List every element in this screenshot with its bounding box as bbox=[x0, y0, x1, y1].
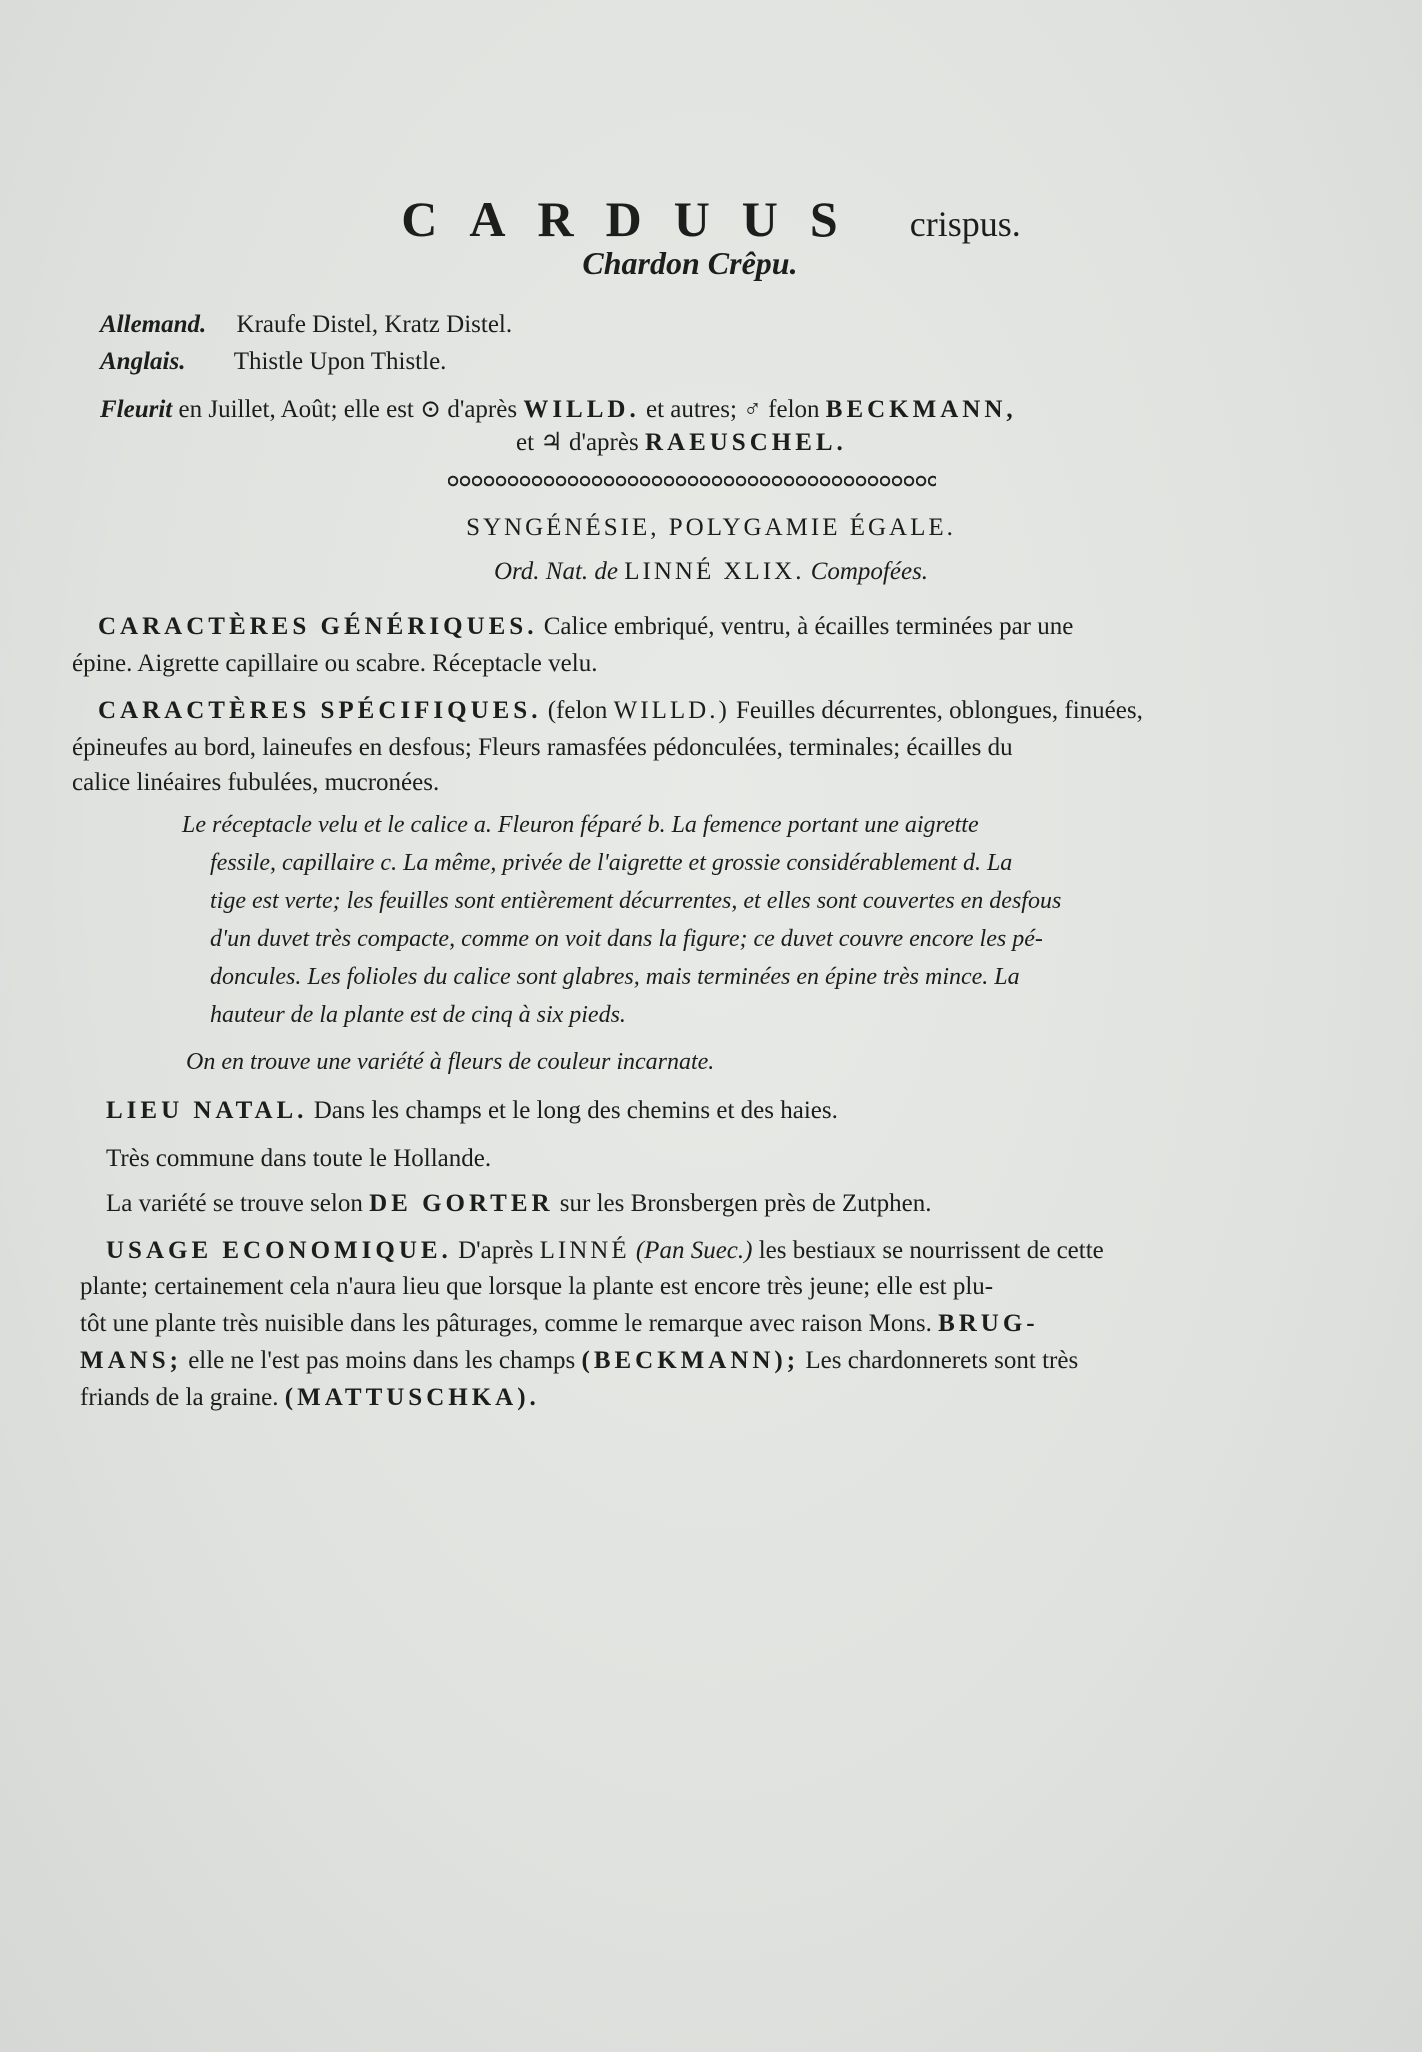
specific-line-2 bbox=[72, 735, 1013, 760]
usage-line-3 bbox=[80, 1311, 1039, 1336]
mattuschka-ref: (MATTUSCHKA). bbox=[284, 1384, 540, 1411]
german-name-line bbox=[100, 312, 512, 337]
order-family: Compofées. bbox=[810, 558, 929, 585]
de-gorter-ref: DE GORTER bbox=[369, 1190, 554, 1217]
english-label: Anglais. bbox=[100, 348, 186, 375]
specific-text-3: calice linéaires fubulées, mucronées. bbox=[72, 769, 440, 796]
beckmann-ref-2: (BECKMANN); bbox=[581, 1347, 800, 1374]
description-line: tige est verte; les feuilles sont entièrement décurrentes, et elles sont couvertes en desfous bbox=[210, 888, 1062, 914]
description-line: hauteur de la plante est de cinq à six pieds. bbox=[210, 1002, 626, 1028]
description-line: d'un duvet très compacte, comme on voit dans la figure; ce duvet couvre encore les pé- bbox=[210, 926, 1043, 952]
usage-line-5 bbox=[80, 1385, 540, 1410]
usage-text-1b: les bestiaux se nourrissent de cette bbox=[758, 1237, 1104, 1264]
habitat-label: LIEU NATAL. bbox=[106, 1097, 308, 1124]
habitat-line-2 bbox=[106, 1146, 491, 1171]
english-value: Thistle Upon Thistle. bbox=[233, 348, 447, 375]
brugmans-ref-b: MANS; bbox=[80, 1347, 182, 1374]
system-text: SYNGÉNÉSIE, POLYGAMIE ÉGALE. bbox=[466, 514, 956, 541]
german-value: Kraufe Distel, Kratz Distel. bbox=[236, 311, 513, 338]
species-name: crispus. bbox=[909, 204, 1021, 244]
specific-line-3 bbox=[72, 770, 439, 795]
specific-line-1 bbox=[98, 698, 1143, 723]
usage-text-3a: tôt une plante très nuisible dans les pâturages, comme le remarque avec raison Mons. bbox=[80, 1310, 932, 1337]
usage-text-1a: D'après bbox=[458, 1237, 534, 1264]
usage-text-4a: elle ne l'est pas moins dans les champs bbox=[188, 1347, 576, 1374]
generic-line-2 bbox=[72, 651, 597, 676]
usage-text-2: plante; certainement cela n'aura lieu que lorsque la plante est encore très jeune; elle est plu- bbox=[80, 1273, 994, 1300]
usage-label: USAGE ECONOMIQUE. bbox=[106, 1237, 452, 1264]
flowering-label: Fleurit bbox=[100, 396, 173, 423]
flowering-line-2 bbox=[516, 430, 847, 455]
english-name-line bbox=[100, 349, 446, 374]
german-label: Allemand. bbox=[100, 311, 207, 338]
usage-line-4 bbox=[80, 1348, 1078, 1373]
description-line: Le réceptacle velu et le calice a. Fleuron féparé b. La femence portant une aigrette bbox=[182, 812, 979, 838]
natural-order bbox=[0, 559, 1422, 584]
pan-suec-ref: (Pan Suec.) bbox=[635, 1237, 753, 1264]
flowering-text-1b: et autres; ♂ felon bbox=[645, 396, 820, 423]
specific-text-2: épineufes au bord, laineufes en desfous; Fleurs ramasfées pédonculées, terminales; écailles du bbox=[72, 734, 1013, 761]
willd-ref-2: WILLD.) bbox=[613, 697, 730, 724]
sexual-system bbox=[0, 515, 1422, 540]
habitat-text-1: Dans les champs et le long des chemins et des haies. bbox=[313, 1097, 838, 1124]
flowering-text-1a: en Juillet, Août; elle est ⊙ d'après bbox=[178, 396, 518, 423]
usage-line-1 bbox=[106, 1238, 1104, 1263]
beckmann-ref: BECKMANN, bbox=[825, 396, 1017, 423]
generic-label: CARACTÈRES GÉNÉRIQUES. bbox=[98, 613, 538, 640]
specific-label: CARACTÈRES SPÉCIFIQUES. bbox=[98, 697, 542, 724]
order-prefix: Ord. Nat. de bbox=[493, 558, 619, 585]
usage-line-2 bbox=[80, 1274, 993, 1299]
ornamental-divider bbox=[448, 474, 936, 488]
specific-text-1a: (felon bbox=[547, 697, 608, 724]
usage-text-4b: Les chardonnerets sont très bbox=[805, 1347, 1079, 1374]
habitat-text-2: Très commune dans toute le Hollande. bbox=[106, 1145, 492, 1172]
raeuschel-ref: RAEUSCHEL. bbox=[644, 429, 847, 456]
description-line: doncules. Les folioles du calice sont glabres, mais terminées en épine très mince. La bbox=[210, 964, 1020, 990]
flowering-text-2a: et ♃ d'après bbox=[516, 429, 639, 456]
common-name: Chardon Crêpu. bbox=[582, 245, 798, 281]
variety-note: On en trouve une variété à fleurs de couleur incarnate. bbox=[186, 1049, 715, 1075]
habitat-text-3a: La variété se trouve selon bbox=[106, 1190, 363, 1217]
generic-text-1: Calice embriqué, ventru, à écailles terminées par une bbox=[543, 613, 1074, 640]
generic-text-2: épine. Aigrette capillaire ou scabre. Réceptacle velu. bbox=[72, 650, 598, 677]
brugmans-ref-a: BRUG- bbox=[938, 1310, 1039, 1337]
flowering-line-1 bbox=[100, 397, 1017, 422]
usage-text-5a: friands de la graine. bbox=[80, 1384, 279, 1411]
title bbox=[0, 190, 1422, 248]
specific-text-1b: Feuilles décurrentes, oblongues, finuées, bbox=[736, 697, 1143, 724]
linne-ref: LINNÉ XLIX. bbox=[624, 558, 805, 585]
linne-ref-2: LINNÉ bbox=[539, 1237, 630, 1264]
generic-line-1 bbox=[98, 614, 1073, 639]
description-line: fessile, capillaire c. La même, privée de l'aigrette et grossie considérablement d. La bbox=[210, 850, 1013, 876]
habitat-line-1 bbox=[106, 1098, 838, 1123]
willd-ref: WILLD. bbox=[523, 396, 640, 423]
genus-name: CARDUUS bbox=[401, 191, 870, 247]
habitat-line-3 bbox=[106, 1191, 931, 1216]
habitat-text-3b: sur les Bronsbergen près de Zutphen. bbox=[559, 1190, 932, 1217]
